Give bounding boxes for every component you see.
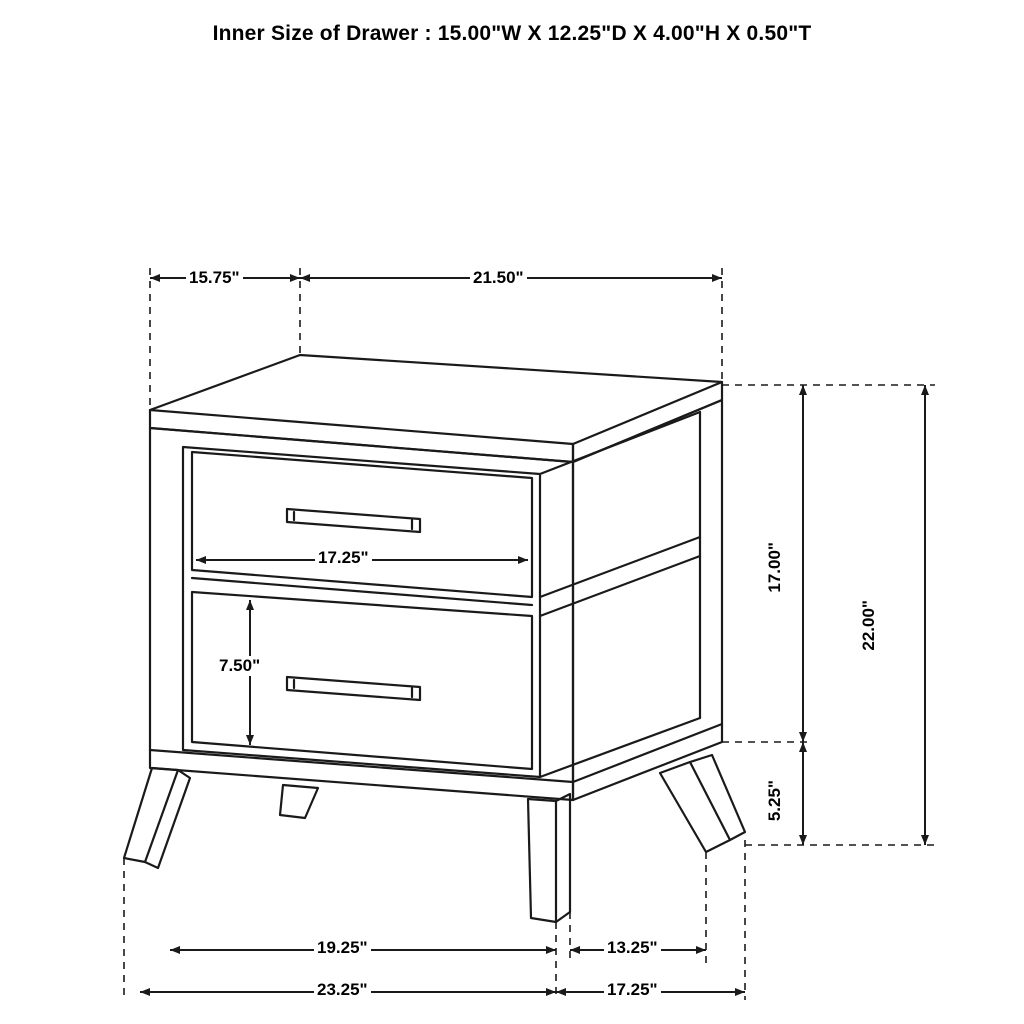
label-base-side-depth: 13.25" [604,938,661,958]
label-overall-height: 22.00" [856,600,882,651]
upper-drawer-handle [287,509,420,532]
front-left-leg [124,768,178,862]
label-drawer-front-width: 17.25" [315,548,372,568]
label-top-depth: 15.75" [186,268,243,288]
rear-right-leg [660,762,730,852]
page-title: Inner Size of Drawer : 15.00"W X 12.25"D X 4.00"H X 0.50"T [212,22,812,45]
nightstand-body [124,355,745,922]
label-top-width: 21.50" [470,268,527,288]
bottom-rail-side [573,724,722,782]
upper-drawer-front [192,452,532,597]
upper-drawer-gap [192,578,532,605]
side-drawer-line-3 [540,556,700,616]
side-drawer-line-2 [540,537,700,597]
label-overall-front-width: 23.25" [314,980,371,1000]
label-leg-height: 5.25" [762,780,788,821]
front-right-leg-side [556,794,570,922]
front-right-leg [528,799,556,922]
rear-right-leg-side [690,755,745,840]
label-drawer-front-height: 7.50" [216,656,263,676]
label-overall-side-depth: 17.25" [604,980,661,1000]
center-rail [280,785,318,818]
front-left-leg-side [145,770,190,868]
label-base-front-width: 19.25" [314,938,371,958]
lower-drawer-front [192,592,532,769]
top-surface [150,355,722,444]
lower-drawer-handle [287,677,420,700]
label-cabinet-height: 17.00" [762,542,788,593]
